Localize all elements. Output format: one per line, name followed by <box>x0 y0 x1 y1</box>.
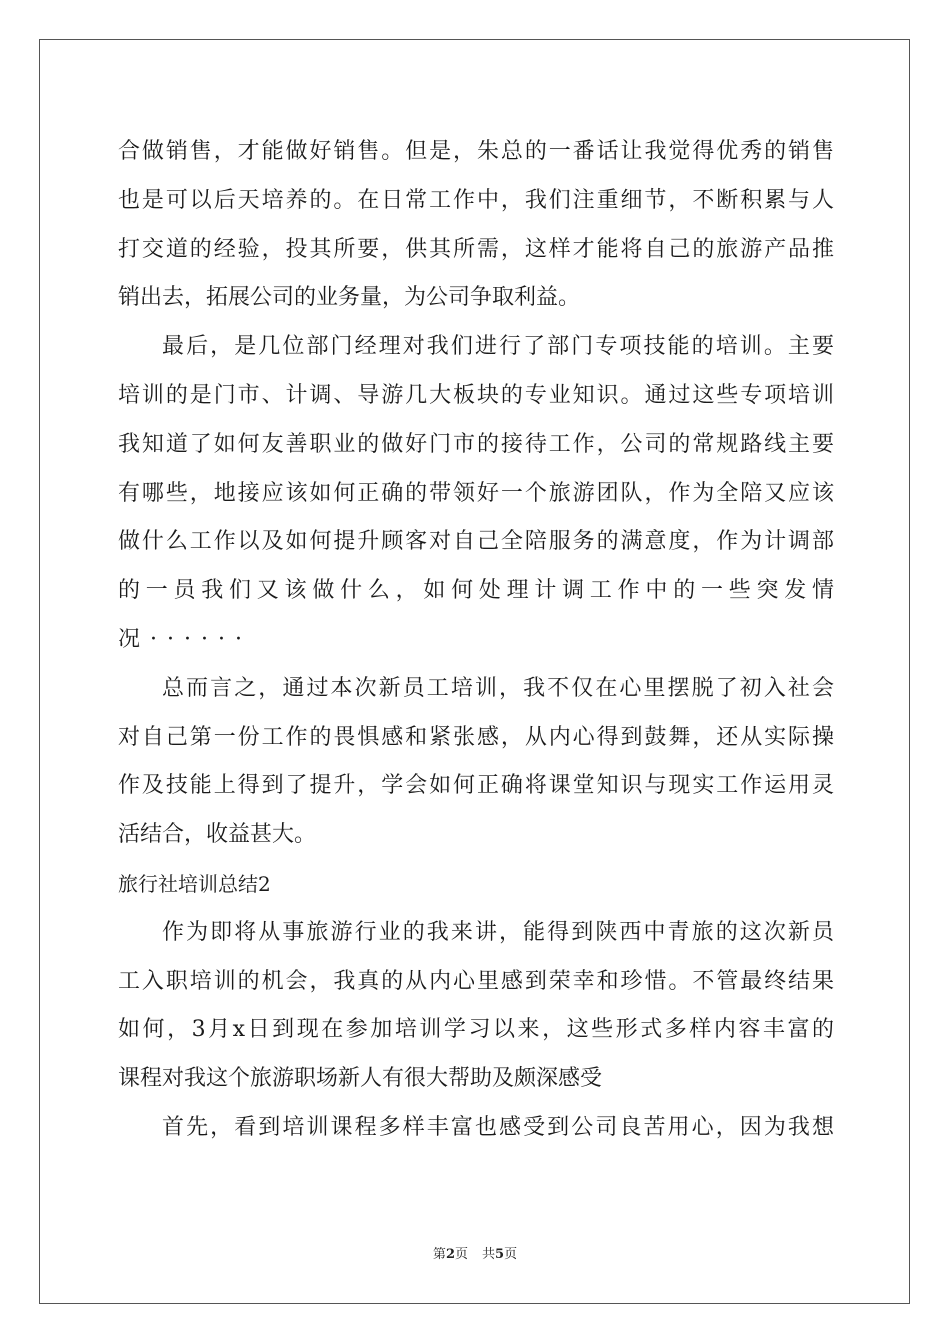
total-suffix: 页 <box>504 1247 518 1262</box>
body-line: 况······ <box>118 626 252 652</box>
body-line: 对自己第一份工作的畏惧感和紧张感，从内心得到鼓舞，还从实际操 <box>118 724 834 750</box>
body-line: 的一员我们又该做什么，如何处理计调工作中的一些突发情 <box>118 578 834 604</box>
body-line: 如何，3月x日到现在参加培训学习以来，这些形式多样内容丰富的 <box>118 1017 834 1043</box>
body-line: 作及技能上得到了提升，学会如何正确将课堂知识与现实工作运用灵 <box>118 773 834 799</box>
body-line: 工入职培训的机会，我真的从内心里感到荣幸和珍惜。不管最终结果 <box>118 968 834 994</box>
body-line: 我知道了如何友善职业的做好门市的接待工作，公司的常规路线主要 <box>118 431 834 457</box>
body-line: 做什么工作以及如何提升顾客对自己全陪服务的满意度，作为计调部 <box>118 529 834 555</box>
section-heading: 旅行社培训总结2 <box>118 871 271 896</box>
body-line: 作为即将从事旅游行业的我来讲，能得到陕西中青旅的这次新员 <box>162 919 834 945</box>
page-number: 2 <box>445 1247 455 1262</box>
body-line: 培训的是门市、计调、导游几大板块的专业知识。通过这些专项培训 <box>118 382 834 408</box>
body-line: 有哪些，地接应该如何正确的带领好一个旅游团队，作为全陪又应该 <box>118 480 834 506</box>
total-prefix: 共 <box>482 1247 496 1262</box>
body-line: 课程对我这个旅游职场新人有很大帮助及颇深感受 <box>118 1066 603 1092</box>
body-line: 合做销售，才能做好销售。但是，朱总的一番话让我觉得优秀的销售 <box>118 139 834 164</box>
body-line: 也是可以后天培养的。在日常工作中，我们注重细节，不断积累与人 <box>118 187 834 213</box>
body-line: 销出去，拓展公司的业务量，为公司争取利益。 <box>118 285 581 311</box>
body-line: 总而言之，通过本次新员工培训，我不仅在心里摆脱了初入社会 <box>162 675 834 701</box>
body-line: 打交道的经验，投其所要，供其所需，这样才能将自己的旅游产品推 <box>118 236 834 262</box>
page-footer <box>0 1247 950 1263</box>
document-body <box>118 128 834 1153</box>
page-total: 5 <box>495 1247 505 1262</box>
body-line: 活结合，收益甚大。 <box>118 822 317 848</box>
page-suffix: 页 <box>454 1247 468 1262</box>
body-line: 首先，看到培训课程多样丰富也感受到公司良苦用心，因为我想 <box>162 1114 834 1140</box>
page-prefix: 第 <box>432 1247 446 1262</box>
body-line: 最后，是几位部门经理对我们进行了部门专项技能的培训。主要 <box>162 334 834 360</box>
